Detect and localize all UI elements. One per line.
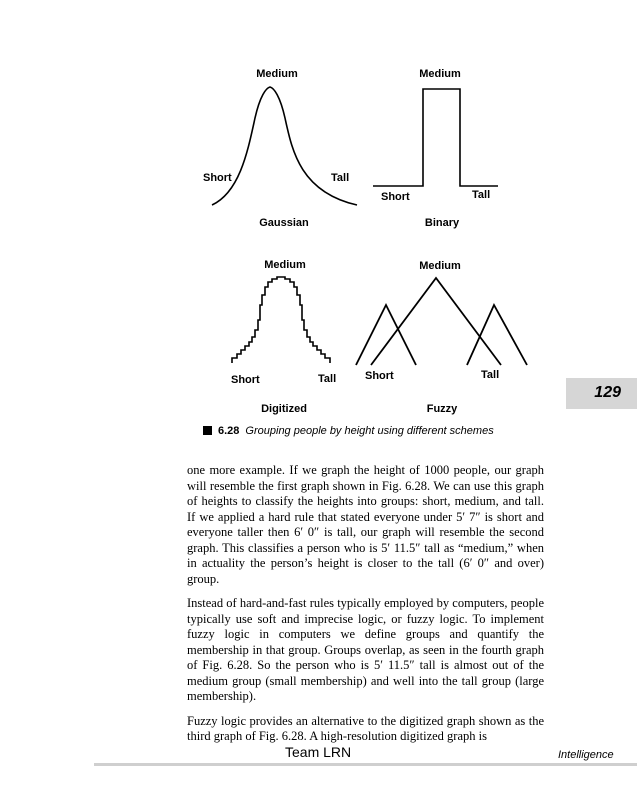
gaussian-short-label: Short	[203, 172, 232, 184]
page-number: 129	[594, 384, 621, 401]
fuzzy-title: Fuzzy	[426, 403, 458, 415]
digitized-short-label: Short	[231, 374, 260, 386]
caption-text: Grouping people by height using different schemes	[245, 425, 494, 437]
fuzzy-tall-triangle	[467, 305, 527, 365]
caption-bullet-icon	[203, 426, 212, 435]
footer-rule	[94, 763, 637, 766]
gaussian-curve	[212, 87, 357, 205]
binary-title: Binary	[424, 217, 460, 229]
digitized-title: Digitized	[261, 403, 307, 415]
footer-team-label: Team LRN	[285, 744, 352, 760]
digitized-staircase	[232, 277, 330, 363]
binary-short-label: Short	[381, 191, 410, 203]
digitized-medium-label: Medium	[264, 259, 306, 271]
digitized-tall-label: Tall	[318, 373, 337, 385]
fuzzy-tall-label: Tall	[481, 369, 500, 381]
page-number-tab	[566, 378, 637, 409]
gaussian-medium-label: Medium	[256, 68, 298, 80]
figure-caption	[203, 425, 494, 437]
paragraph-3: Fuzzy logic provides an alternative to the digitized graph shown as the third graph of Fig. 6.28. A high-resolution digitized graph is	[187, 713, 544, 743]
binary-tall-label: Tall	[472, 189, 491, 201]
fuzzy-medium-label: Medium	[419, 260, 461, 272]
body-text	[187, 463, 544, 754]
binary-medium-label: Medium	[419, 68, 461, 80]
gaussian-title: Gaussian	[259, 217, 309, 229]
caption-number: 6.28	[218, 425, 240, 437]
paragraph-1: one more example. If we graph the height of 1000 people, our graph will resemble the first graph shown in Fig. 6.28. We can use this graph of heights to classify the heights into groups: short, medium, and tall. If we applied a hard rule that stated everyone under 5′ 7″ is short and everyone taller then 6′ 0″ is tall, our graph will resemble the second graph. This classifies a person who is 5′ 11.5″ tall as “medium,” when in actuality the person’s height is closer to the tall (6′ 0″ and over) group.	[187, 463, 544, 586]
gaussian-tall-label: Tall	[331, 172, 350, 184]
paragraph-2: Instead of hard-and-fast rules typically employed by computers, people typically use soft and imprecise logic, or fuzzy logic. To implement fuzzy logic in computers we define groups and quantify the membership in that group. Groups overlap, as seen in the fourth graph of Fig. 6.28. So the person who is 5′ 11.5″ tall is almost out of the medium group (small membership) and well into the tall group (large membership).	[187, 596, 544, 703]
binary-step	[373, 89, 498, 186]
fuzzy-short-label: Short	[365, 370, 394, 382]
footer-section-name: Intelligence	[558, 749, 614, 761]
fuzzy-short-triangle	[356, 305, 416, 365]
fuzzy-medium-triangle	[371, 278, 501, 365]
